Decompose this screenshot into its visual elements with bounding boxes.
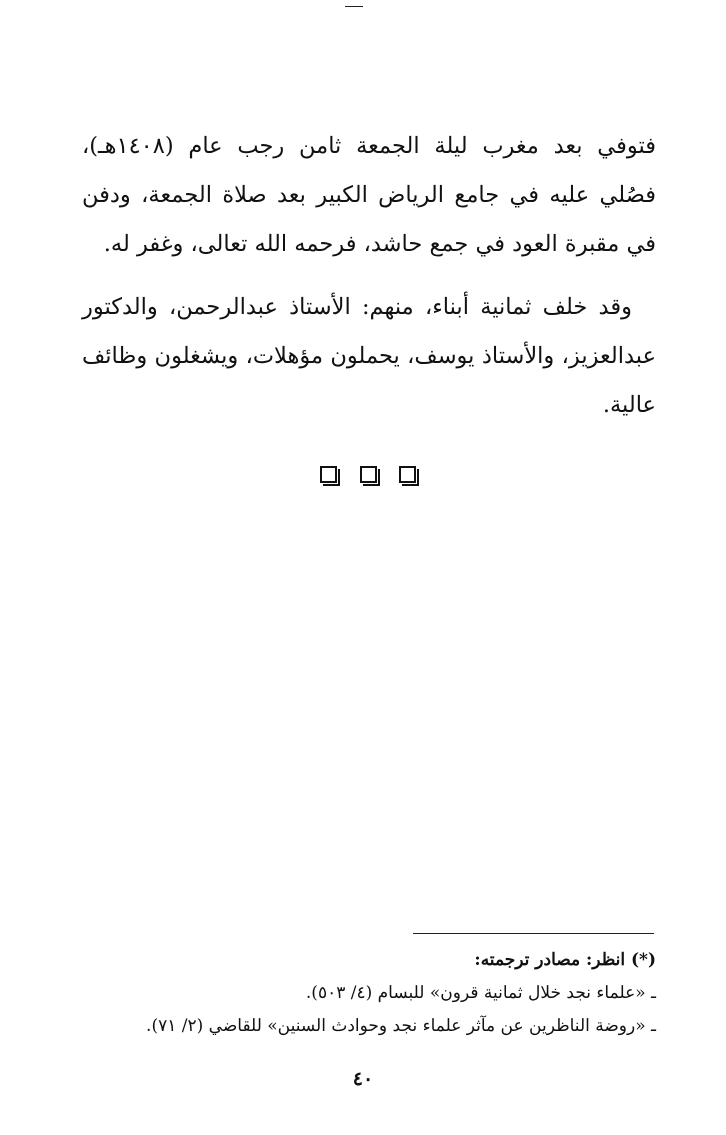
paragraph-children: وقد خلف ثمانية أبناء، منهم: الأستاذ عبدالرحمن، والدكتور عبدالعزيز، والأستاذ يوسف، يحملون مؤهلات، ويشغلون وظائف عالية. (82, 294, 656, 418)
footnotes (90, 944, 656, 1043)
footnote-heading: (*) انظر: مصادر ترجمته: (474, 950, 656, 970)
separator-square-icon (360, 466, 377, 483)
paragraph-death-and-burial: فتوفي بعد مغرب ليلة الجمعة ثامن رجب عام (١٤٠٨هـ)، فصُلي عليه في جامع الرياض الكبير بعد صلاة الجمعة، ودفن في مقبرة العود في جمع حاشد، فرحمه الله تعالى، وغفر له. (82, 133, 656, 257)
footnote-rule (413, 933, 654, 934)
main-text (82, 122, 656, 430)
header-rule (345, 6, 363, 7)
separator-square-icon (399, 466, 416, 483)
section-separator (320, 466, 416, 483)
page-number: ٤٠ (352, 1068, 374, 1090)
separator-square-icon (320, 466, 337, 483)
footnote-item: ـ «روضة الناظرين عن مآثر علماء نجد وحوادث السنين» للقاضي (٢/ ٧١). (146, 1016, 656, 1036)
footnote-item: ـ «علماء نجد خلال ثمانية قرون» للبسام (٤/ ٥٠٣). (305, 983, 656, 1003)
